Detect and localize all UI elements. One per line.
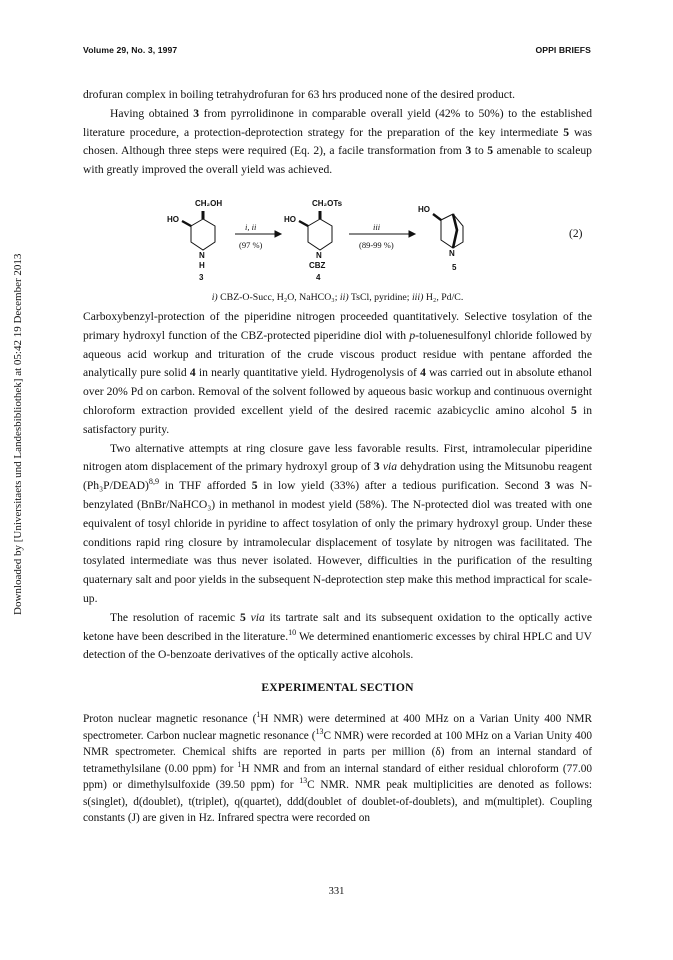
- compound-5-number: 5: [452, 263, 457, 272]
- compound-4-number: 4: [316, 273, 321, 282]
- caption-step-i: i): [211, 292, 218, 303]
- compound-3-ho: HO: [167, 215, 179, 224]
- p4-text: in low yield (33%) after a tedious purification. Second: [257, 479, 545, 493]
- compound-ref: 5: [251, 479, 258, 493]
- ring-5: [441, 214, 463, 248]
- compound-ref: 5: [239, 610, 246, 624]
- compound-ref: 3: [193, 106, 200, 120]
- compound-ref: 4: [189, 366, 196, 380]
- caption-text-ii: TsCl, pyridine;: [348, 292, 412, 303]
- p3-para-prefix: p: [409, 328, 416, 342]
- isotope-sup: 1: [256, 710, 261, 720]
- p3-text: in satisfactory purity.: [83, 403, 593, 436]
- exp-text: H NMR and from an internal standard of either residual chloroform (77.00 ppm) or dimethylsulfoxide (39.50 ppm) for: [83, 762, 592, 791]
- compound-3-h: H: [199, 261, 205, 270]
- page-number: 331: [328, 886, 345, 897]
- paragraph-5: [83, 609, 592, 665]
- paragraph-1-text: drofuran complex in boiling tetrahydrofuran for 63 hrs produced none of the desired product.: [83, 88, 516, 101]
- intro-paragraphs: [83, 86, 592, 180]
- step-2-yield: (89-99 %): [359, 240, 394, 250]
- p3-text: Carboxybenzyl-protection of the piperidine nitrogen proceeded quantitatively. Selective tosylation of the primary hydroxyl function of the CBZ-protected piperidine diol with: [83, 310, 592, 342]
- compound-ref: 5: [487, 144, 494, 158]
- exp-text: C NMR. NMR peak multiplicities are denoted as follows: s(singlet), d(doublet), t(triplet), q(quartet), ddd(doublet of doublet-of-doublets), and m(multiplet). Coupling constants (J) are given in Hz. Infrared spectra were recorded on: [83, 779, 592, 824]
- compound-4-n: N: [316, 251, 322, 260]
- compound-4-ch2ots: CH₂OTs: [312, 199, 343, 208]
- section-heading: EXPERIMENTAL SECTION: [261, 681, 414, 694]
- p2-text-e: was chosen. Although three steps were required (Eq. 2), a facile transformation from: [83, 125, 592, 158]
- paragraph-3: [83, 308, 592, 440]
- compound-ref: 5: [571, 403, 577, 417]
- exp-text: C NMR) were recorded at 100 MHz on a Varian Unity 400 NMR spectrometer. Chemical shifts are reported in parts per million (δ) from an internal standard of tetramethylsilane (0.00 ppm) for: [83, 729, 592, 775]
- step-2-label: iii: [373, 222, 381, 232]
- p3-text: in nearly quantitative yield. Hydrogenolysis of: [195, 366, 421, 380]
- discussion-paragraphs: [83, 308, 592, 665]
- caption-text-i: CBZ-O-Succ, H₂O, NaHCO₃;: [217, 292, 340, 303]
- p4-text: Two alternative attempts at ring closure gave less favorable results. First, intramolecular piperidine nitrogen atom displacement of the primary hydroxyl group of: [83, 441, 592, 474]
- ho-bond-4: [299, 221, 308, 226]
- running-header-section: OPPI BRIEFS: [535, 45, 591, 55]
- compound-5-ho: HO: [418, 205, 430, 214]
- isotope-sup: 13: [299, 776, 308, 786]
- arrow-2-head: [409, 231, 415, 237]
- p2-text-c: from pyrrolidinone in comparable overall yield (42% to 50%) to the established literature procedure, a protection-deprotection strategy for the preparation of the key intermediate: [83, 106, 592, 139]
- caption-step-iii: iii): [411, 292, 424, 303]
- p5-text: The resolution of racemic: [110, 610, 240, 624]
- experimental-paragraph: [83, 711, 592, 827]
- compound-ref: 3: [373, 460, 380, 474]
- compound-3-number: 3: [199, 273, 204, 282]
- paragraph-4: [83, 440, 592, 609]
- compound-5-n: N: [449, 249, 455, 258]
- p3-text: -toluenesulfonyl chloride followed by aqueous acid workup and trituration of the crude viscous product residue with pentane afforded the analytically pure solid: [83, 328, 592, 380]
- caption-step-ii: ii): [339, 292, 349, 303]
- caption-text-iii: H₂, Pd/C.: [423, 292, 464, 303]
- bridge-bond-5: [453, 214, 457, 248]
- p4-text: dehydration using the Mitsunobu reagent (Ph₃P/DEAD): [83, 460, 592, 493]
- p4-text: was N-benzylated (BnBr/NaHCO₃) in methanol in modest yield (58%). The N-protected diol was treated with one equivalent of tosyl chloride in pyridine to affect tosylation of only the primary hydroxyl group. Under these conditions rapid ring closure by intramolecular displacement of tosylate by nitrogen was facilitated. The tosylated intermediate was thus never isolated. However, difficulties in the purification of the resulting quaternary salt and poor yields in the subsequent N-deprotection step make this method impractical for scale-up.: [83, 479, 592, 605]
- compound-3-n: N: [199, 251, 205, 260]
- citation-ref: 10: [288, 627, 297, 637]
- compound-4-ho: HO: [284, 215, 296, 224]
- exp-text: H NMR) were determined at 400 MHz on a Varian Unity 400 NMR spectrometer. Carbon nuclear magnetic resonance (: [83, 713, 592, 742]
- scheme-caption: [83, 292, 592, 303]
- paragraph-1: [83, 86, 592, 105]
- paragraph-2: [83, 105, 592, 180]
- compound-ref: 5: [563, 125, 569, 139]
- p5-via: via: [250, 610, 265, 624]
- p2-text-a: Having obtained: [110, 106, 194, 120]
- compound-3-ch2oh: CH₂OH: [195, 199, 223, 208]
- p4-via: via: [382, 460, 397, 474]
- download-watermark-text: Downloaded by [Universitaets und Landesbibliothek] at 05:42 19 December 2013: [12, 253, 24, 615]
- p3-text: was carried out in absolute ethanol over 20% Pd on carbon. Removal of the solvent followed by aqueous basic workup and continuous overnight chloroform extraction provided excellent yield of the desired racemic azabicyclic amino alcohol: [83, 366, 592, 417]
- isotope-sup: 1: [237, 759, 242, 769]
- compound-4-cbz: CBZ: [309, 261, 326, 270]
- ring-4: [308, 219, 332, 250]
- step-1-label: i, ii: [245, 222, 257, 232]
- compound-ref: 3: [465, 144, 472, 158]
- ho-bond-3: [182, 221, 191, 226]
- compound-ref: 4: [420, 366, 426, 380]
- citation-ref: 8,9: [148, 477, 160, 487]
- p5-text: its tartrate salt and its subsequent oxidation to the optically active ketone have been described in the literature.: [83, 610, 592, 643]
- p4-text: in THF afforded: [159, 479, 252, 493]
- p5-text: We determined enantiomeric excesses by chiral HPLC and UV detection of the O-benzoate derivatives of the optically active alcohols.: [83, 629, 592, 662]
- running-header-volume: Volume 29, No. 3, 1997: [83, 45, 178, 55]
- reaction-scheme: [83, 190, 592, 290]
- p2-text-i: amenable to scaleup with greatly improved the overall yield was achieved.: [83, 144, 592, 177]
- step-1-yield: (97 %): [239, 240, 263, 250]
- exp-text: Proton nuclear magnetic resonance (: [83, 713, 257, 725]
- equation-number: (2): [569, 228, 583, 240]
- ho-bond-5: [433, 214, 441, 220]
- compound-ref: 3: [544, 479, 551, 493]
- arrow-1-head: [275, 231, 281, 237]
- isotope-sup: 13: [315, 726, 324, 736]
- p2-text-g: to: [471, 144, 488, 158]
- ring-3: [191, 219, 215, 250]
